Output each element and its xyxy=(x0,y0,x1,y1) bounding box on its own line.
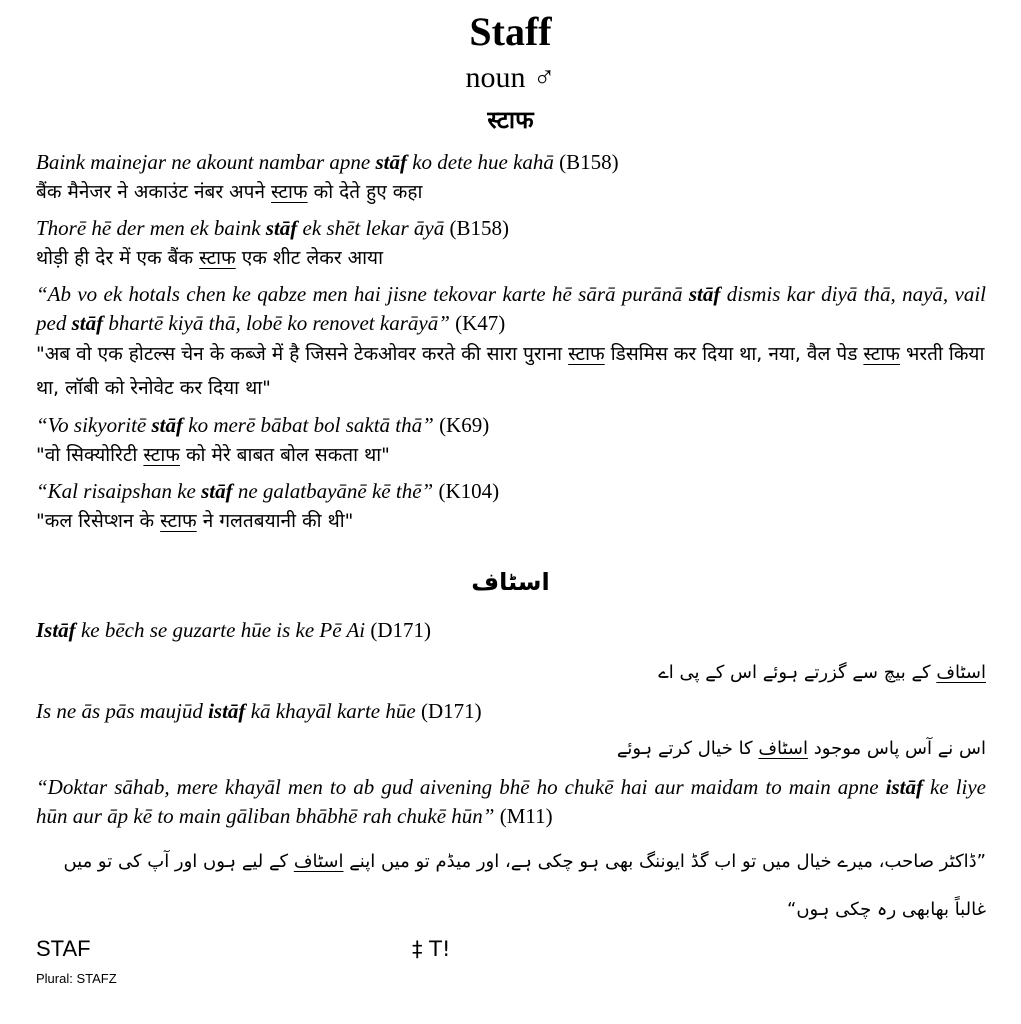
example-roman: “Vo sikyoritē stāf ko merē bābat bol saktā thā” (K69) xyxy=(36,413,490,437)
keyword: stāf xyxy=(71,311,104,335)
keyword: stāf xyxy=(265,216,298,240)
keyword-underlined: स्टाफ xyxy=(568,343,605,365)
headword: Staff xyxy=(469,9,552,54)
keyword-underlined: स्टाफ xyxy=(863,343,900,365)
example-hindi: "वो सिक्योरिटी स्टाफ को मेरे बाबत बोल सकता था" xyxy=(36,444,390,466)
example-urdu: اس نے آس پاس موجود اسٹاف کا خیال کرتے ہوئے xyxy=(616,738,986,759)
example-hindi: थोड़ी ही देर में एक बैंक स्टाफ एक शीट लेकर आया xyxy=(36,247,383,269)
keyword: stāf xyxy=(375,150,407,174)
source-ref: (D171) xyxy=(365,618,432,642)
example-hindi: "अब वो एक होटल्स चेन के कब्जे में है जिसने टेकओवर करते की सारा पुराना स्टाफ डिसमिस कर दिया था, नया, वैल पेड स्टाफ भरती किया था, लॉबी को रेनोवेट कर दिया था" xyxy=(36,343,985,399)
example-urdu: اسٹاف کے بیچ سے گزرتے ہوئے اس کے پی اے xyxy=(658,662,986,683)
source-ref: (B158) xyxy=(553,150,619,174)
keyword-underlined: स्टाफ xyxy=(160,510,197,532)
keyword: stāf xyxy=(201,479,233,503)
example-roman: “Doktar sāhab, mere khayāl men to ab gud aivening bhē ho chukē hai aur maidam to main apne istāf ke liye hūn aur āp kē to main gāliban bhābhē rah chukē hūn” (M11) xyxy=(36,775,987,828)
gender-code: ‡ T! xyxy=(412,937,451,961)
keyword: Istāf xyxy=(36,618,76,642)
keyword: istāf xyxy=(885,775,923,799)
example-urdu: ”ڈاکٹر صاحب، میرے خیال میں تو اب گڈ ایوننگ بھی ہو چکی ہے، اور میڈم تو میں اپنے اسٹاف کے لیے ہوں اور آپ کی تو میں غالباً بھابھی رہ چکی ہوں“ xyxy=(63,851,986,920)
example-hindi: बैंक मैनेजर ने अकाउंट नंबर अपने स्टाफ को देते हुए कहा xyxy=(36,181,423,203)
part-of-speech: noun ♂ xyxy=(465,61,556,94)
example-hindi: "कल रिसेप्शन के स्टाफ ने गलतबयानी की थी" xyxy=(36,510,354,532)
keyword-underlined: اسٹاف xyxy=(293,851,344,872)
hindi-headword: स्टाफ xyxy=(487,106,534,134)
keyword-underlined: اسٹاف xyxy=(758,738,809,759)
urdu-headword: اسٹاف xyxy=(471,568,550,596)
example-roman: Baink mainejar ne akount nambar apne stāf ko dete hue kahā (B158) xyxy=(36,150,619,174)
keyword-underlined: اسٹاف xyxy=(936,662,986,683)
source-ref: (B158) xyxy=(444,216,509,240)
source-ref: (K69) xyxy=(433,413,490,437)
source-ref: (D171) xyxy=(415,699,482,723)
example-roman: “Ab vo ek hotals chen ke qabze men hai jisne tekovar karte hē sārā purānā stāf dismis kar diyā thā, nayā, vail ped stāf bhartē kiyā thā, lobē ko renovet karāyā” (K47) xyxy=(36,282,986,335)
example-roman: “Kal risaipshan ke stāf ne galatbayānē kē thē” (K104) xyxy=(36,479,500,503)
example-roman: Thorē hē der men ek baink stāf ek shēt lekar āyā (B158) xyxy=(36,216,509,240)
keyword: stāf xyxy=(688,282,721,306)
transliteration-word: STAF xyxy=(36,936,91,961)
source-ref: (K104) xyxy=(433,479,500,503)
example-roman: Is ne ās pās maujūd istāf kā khayāl karte hūe (D171) xyxy=(36,699,482,723)
source-ref: (M11) xyxy=(494,804,553,828)
example-roman: Istāf ke bēch se guzarte hūe is ke Pē Ai (D171) xyxy=(36,618,432,642)
keyword-underlined: स्टाफ xyxy=(199,247,236,269)
source-ref: (K47) xyxy=(449,311,506,335)
keyword-underlined: स्टाफ xyxy=(271,181,308,203)
plural-form: Plural: STAFZ xyxy=(36,971,117,986)
keyword-underlined: स्टाफ xyxy=(143,444,180,466)
keyword: stāf xyxy=(151,413,183,437)
keyword: istāf xyxy=(208,699,246,723)
